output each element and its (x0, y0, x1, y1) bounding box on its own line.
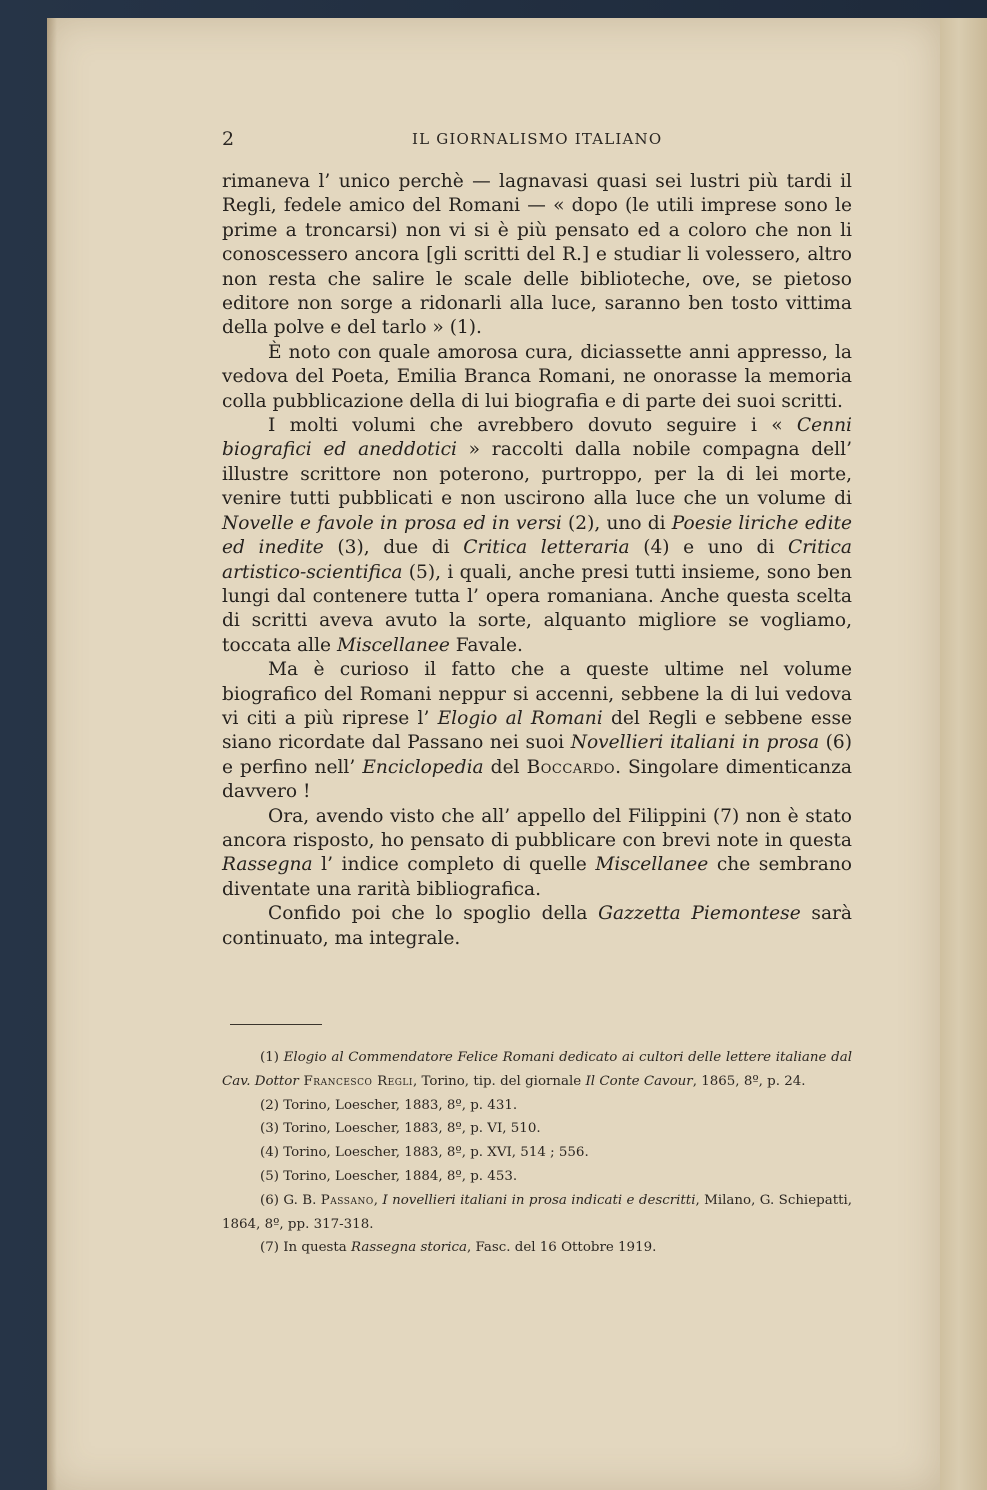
footnote-2: (2) Torino, Loescher, 1883, 8º, p. 431. (260, 1097, 518, 1113)
title-miscellanee-2: Miscellanee (595, 854, 709, 876)
footnote-1: (1) Elogio al Commendatore Felice Romani dedicato ai cultori delle lettere italiane dal Cav. Dottor Francesco Regli, Torino, tip. del giornale Il Conte Cavour, 1865, 8º, p. 24. (222, 1050, 852, 1089)
title-poesie: Poesie liriche edite ed inedite (222, 512, 852, 559)
gutter-shadow (47, 18, 57, 1490)
paragraph-4: Ma è curioso il fatto che a queste ultime nel volume biografico del Romani neppur si accenni, sebbene la di lui vedova vi citi a più riprese l’ Elogio al Romani del Regli e sebbene esse siano ricordate dal Passano nei suoi Novellieri italiani in prosa (6) e perfino nell’ Enciclopedia del Boccardo. Singolare dimenticanza davvero ! (222, 659, 853, 803)
title-enciclopedia: Enciclopedia (362, 756, 484, 778)
footnote-6: (6) G. B. Passano, I novellieri italiani in prosa indicati e descritti, Milano, G. Schiepatti, 1864, 8º, pp. 317-318. (222, 1192, 853, 1232)
paragraph-5: Ora, avendo visto che all’ appello del Filippini (7) non è stato ancora risposto, ho pensato di pubblicare con brevi note in questa Rassegna l’ indice completo di quelle Miscellanee che sembrano diventate una rarità bibliografica. (222, 805, 852, 900)
title-cenni: Cenni biografici ed aneddotici (222, 415, 852, 461)
footnote-7: (7) In questa Rassegna storica, Fasc. del 16 Ottobre 1919. (260, 1240, 657, 1256)
paragraph-1: rimaneva l’ unico perchè — lagnavasi quasi sei lustri più tardi il Regli, fedele amico del Romani — « dopo (le utili imprese sono le prime a troncarsi) non vi si è più pensato ed a coloro che non li conoscessero ancora [gli scritti del R.] e studiar li volessero, altro non resta che salire le scale delle biblioteche, ove, se pietoso editore non sorge a ridonarli alla luce, saranno ben tosto vittima della polve e del tarlo » (1). (222, 171, 852, 339)
footnote-5: (5) Torino, Loescher, 1884, 8º, p. 453. (260, 1168, 518, 1184)
title-rassegna: Rassegna (222, 854, 313, 876)
footnote-3: (3) Torino, Loescher, 1883, 8º, p. VI, 510. (260, 1121, 541, 1137)
page-number: 2 (222, 128, 235, 150)
footnote-4: (4) Torino, Loescher, 1883, 8º, p. XVI, 514 ; 556. (260, 1145, 589, 1161)
footnotes (222, 1046, 852, 1260)
body-text (222, 170, 852, 951)
title-elogio: Elogio al Romani (437, 707, 603, 729)
title-critica-letteraria: Critica letteraria (463, 537, 630, 559)
paragraph-2: È noto con quale amorosa cura, diciassette anni appresso, la vedova del Poeta, Emilia Branca Romani, ne onorasse la memoria colla pubblicazione della di lui biografia e di parte dei suoi scritti. (222, 341, 852, 412)
author-boccardo: Boccardo (526, 756, 616, 778)
running-title: IL GIORNALISMO ITALIANO (412, 130, 663, 148)
page-header (222, 128, 852, 154)
next-page-edge (940, 18, 987, 1490)
paragraph-3: I molti volumi che avrebbero dovuto seguire i « Cenni biografici ed aneddotici » raccolti dalla nobile compagna dell’ illustre scrittore non poterono, purtroppo, per la di lei morte, venire tutti pubblicati e non uscirono alla luce che un volume di Novelle e favole in prosa ed in versi (2), uno di Poesie liriche edite ed inedite (3), due di Critica letteraria (4) e uno di Critica artistico-scientifica (5), i quali, anche presi tutti insieme, sono ben lungi dal contenere tutta l’ opera romaniana. Anche questa scelta di scritti aveva avuto la sorte, alquanto migliore se vogliamo, toccata alle Miscellanee Favale. (222, 415, 852, 656)
title-novellieri: Novellieri italiani in prosa (570, 732, 820, 754)
title-gazzetta: Gazzetta Piemontese (598, 903, 801, 925)
title-miscellanee: Miscellanee (336, 634, 450, 656)
paragraph-6: Confido poi che lo spoglio della Gazzetta Piemontese sarà continuato, ma integrale. (222, 903, 852, 949)
title-novelle: Novelle e favole in prosa ed in versi (222, 512, 562, 534)
footnote-separator (230, 1024, 322, 1025)
title-critica-artistico: Critica artistico-scientifica (222, 537, 852, 583)
